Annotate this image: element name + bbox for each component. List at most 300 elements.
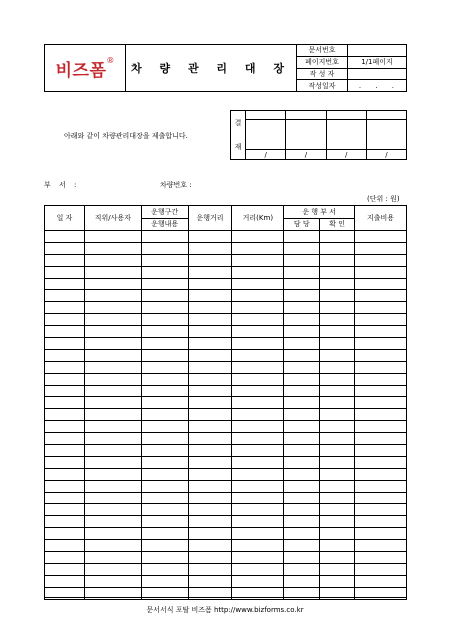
table-row	[45, 445, 407, 457]
table-cell[interactable]	[141, 575, 188, 587]
table-cell[interactable]	[232, 480, 284, 492]
table-cell[interactable]	[284, 326, 320, 338]
table-row	[45, 254, 407, 266]
table-cell[interactable]	[355, 540, 407, 552]
table-cell[interactable]	[284, 492, 320, 504]
table-cell[interactable]	[188, 516, 232, 528]
table-cell[interactable]	[45, 254, 85, 266]
table-cell[interactable]	[284, 361, 320, 373]
table-cell[interactable]	[320, 373, 355, 385]
approval-sign-cell[interactable]	[326, 119, 366, 150]
table-cell[interactable]	[45, 433, 85, 445]
table-cell[interactable]	[45, 302, 85, 314]
table-cell[interactable]	[320, 326, 355, 338]
table-cell[interactable]	[355, 563, 407, 575]
table-cell[interactable]	[355, 361, 407, 373]
table-cell[interactable]	[188, 385, 232, 397]
approval-date-cell[interactable]: /	[366, 150, 406, 160]
table-cell[interactable]	[45, 290, 85, 302]
table-cell[interactable]	[141, 528, 188, 540]
table-row	[45, 421, 407, 433]
table-body	[45, 231, 407, 600]
table-cell[interactable]	[84, 361, 141, 373]
table-cell[interactable]	[84, 290, 141, 302]
col-confirm-header: 확 인	[320, 218, 355, 231]
table-cell[interactable]	[84, 456, 141, 468]
approval-sign-cell[interactable]	[286, 119, 326, 150]
table-cell[interactable]	[45, 575, 85, 587]
table-cell[interactable]	[45, 349, 85, 361]
document-header	[44, 44, 407, 92]
table-cell[interactable]	[188, 445, 232, 457]
table-cell[interactable]	[84, 421, 141, 433]
table-cell[interactable]	[84, 302, 141, 314]
table-cell[interactable]	[355, 492, 407, 504]
table-cell[interactable]	[320, 540, 355, 552]
table-cell[interactable]	[320, 504, 355, 516]
table-cell[interactable]	[232, 254, 284, 266]
table-cell[interactable]	[188, 492, 232, 504]
table-cell[interactable]	[320, 231, 355, 243]
table-cell[interactable]	[141, 492, 188, 504]
table-cell[interactable]	[320, 528, 355, 540]
table-cell[interactable]	[141, 540, 188, 552]
table-cell[interactable]	[141, 349, 188, 361]
table-cell[interactable]	[141, 326, 188, 338]
table-cell[interactable]	[84, 563, 141, 575]
table-cell[interactable]	[284, 575, 320, 587]
table-cell[interactable]	[284, 456, 320, 468]
table-cell[interactable]	[141, 231, 188, 243]
table-row	[45, 433, 407, 445]
table-cell[interactable]	[284, 242, 320, 254]
table-cell[interactable]	[284, 254, 320, 266]
table-cell[interactable]	[45, 373, 85, 385]
table-cell[interactable]	[284, 552, 320, 564]
table-cell[interactable]	[141, 433, 188, 445]
table-cell[interactable]	[355, 326, 407, 338]
table-cell[interactable]	[188, 480, 232, 492]
table-cell[interactable]	[232, 575, 284, 587]
table-cell[interactable]	[45, 231, 85, 243]
table-cell[interactable]	[232, 242, 284, 254]
table-cell[interactable]	[141, 397, 188, 409]
table-cell[interactable]	[232, 445, 284, 457]
table-cell[interactable]	[320, 492, 355, 504]
table-cell[interactable]	[141, 254, 188, 266]
car-number-label: 차량번호 :	[160, 181, 192, 189]
table-cell[interactable]	[355, 338, 407, 350]
table-cell[interactable]	[355, 468, 407, 480]
table-cell[interactable]	[188, 456, 232, 468]
table-cell[interactable]	[284, 349, 320, 361]
table-cell[interactable]	[284, 563, 320, 575]
table-cell[interactable]	[45, 504, 85, 516]
table-cell[interactable]	[284, 480, 320, 492]
table-cell[interactable]	[232, 338, 284, 350]
table-cell[interactable]	[84, 492, 141, 504]
table-cell[interactable]	[141, 278, 188, 290]
table-cell[interactable]	[232, 409, 284, 421]
col-content-header: 운행내용	[141, 218, 188, 231]
table-cell[interactable]	[284, 278, 320, 290]
table-cell[interactable]	[320, 516, 355, 528]
table-row	[45, 492, 407, 504]
table-cell[interactable]	[84, 480, 141, 492]
table-cell[interactable]	[84, 338, 141, 350]
table-row	[45, 278, 407, 290]
table-cell[interactable]	[284, 231, 320, 243]
table-cell[interactable]	[232, 563, 284, 575]
table-cell[interactable]	[355, 433, 407, 445]
table-cell[interactable]	[232, 231, 284, 243]
table-cell[interactable]	[84, 349, 141, 361]
approval-date-cell[interactable]: /	[286, 150, 326, 160]
table-cell[interactable]	[45, 409, 85, 421]
table-cell[interactable]	[141, 385, 188, 397]
table-cell[interactable]	[84, 540, 141, 552]
table-cell[interactable]	[284, 468, 320, 480]
table-cell[interactable]	[141, 504, 188, 516]
table-cell[interactable]	[45, 338, 85, 350]
table-cell[interactable]	[284, 385, 320, 397]
table-cell[interactable]	[45, 540, 85, 552]
table-cell[interactable]	[232, 266, 284, 278]
table-cell[interactable]	[45, 421, 85, 433]
table-cell[interactable]	[355, 480, 407, 492]
col-charge-header: 담 당	[284, 218, 320, 231]
table-cell[interactable]	[355, 266, 407, 278]
table-cell[interactable]	[284, 338, 320, 350]
table-cell[interactable]	[320, 563, 355, 575]
table-cell[interactable]	[45, 456, 85, 468]
table-cell[interactable]	[84, 552, 141, 564]
table-cell[interactable]	[232, 528, 284, 540]
col-user-header: 직위/사용자	[84, 206, 141, 231]
logo-text: 비즈폼	[55, 60, 107, 81]
table-cell[interactable]	[188, 563, 232, 575]
table-cell[interactable]	[84, 231, 141, 243]
table-cell[interactable]	[284, 421, 320, 433]
table-cell[interactable]	[188, 540, 232, 552]
table-cell[interactable]	[355, 278, 407, 290]
table-cell[interactable]	[188, 397, 232, 409]
table-row	[45, 480, 407, 492]
table-cell[interactable]	[284, 266, 320, 278]
table-cell[interactable]	[141, 563, 188, 575]
table-cell[interactable]	[320, 242, 355, 254]
table-cell[interactable]	[355, 552, 407, 564]
table-cell[interactable]	[188, 504, 232, 516]
table-cell[interactable]	[232, 456, 284, 468]
table-cell[interactable]	[45, 492, 85, 504]
meta-value	[348, 68, 407, 80]
table-row	[45, 516, 407, 528]
table-cell[interactable]	[141, 421, 188, 433]
table-cell[interactable]	[188, 361, 232, 373]
table-cell[interactable]	[141, 516, 188, 528]
table-cell[interactable]	[45, 528, 85, 540]
table-cell[interactable]	[284, 433, 320, 445]
table-cell[interactable]	[232, 314, 284, 326]
table-cell[interactable]	[355, 314, 407, 326]
table-cell[interactable]	[320, 456, 355, 468]
table-cell[interactable]	[45, 445, 85, 457]
table-cell[interactable]	[84, 266, 141, 278]
table-row	[45, 242, 407, 254]
table-cell[interactable]	[320, 314, 355, 326]
meta-value: . . .	[348, 80, 407, 92]
approval-label	[231, 111, 246, 160]
table-cell[interactable]	[188, 349, 232, 361]
table-cell[interactable]	[320, 349, 355, 361]
table-cell[interactable]	[355, 421, 407, 433]
table-cell[interactable]	[320, 338, 355, 350]
approval-head-cell[interactable]	[326, 111, 366, 120]
table-cell[interactable]	[188, 266, 232, 278]
table-cell[interactable]	[141, 552, 188, 564]
meta-label: 작 성 자	[297, 68, 348, 80]
table-cell[interactable]	[45, 385, 85, 397]
table-row	[45, 302, 407, 314]
table-cell[interactable]	[188, 314, 232, 326]
table-cell[interactable]	[232, 361, 284, 373]
table-cell[interactable]	[320, 421, 355, 433]
table-cell[interactable]	[355, 575, 407, 587]
table-cell[interactable]	[188, 575, 232, 587]
table-cell[interactable]	[232, 516, 284, 528]
approval-label-top: 결	[234, 119, 242, 127]
table-cell[interactable]	[188, 302, 232, 314]
table-cell[interactable]	[355, 254, 407, 266]
table-cell[interactable]	[188, 528, 232, 540]
approval-sign-cell[interactable]	[366, 119, 406, 150]
table-cell[interactable]	[84, 409, 141, 421]
document-title	[126, 45, 297, 92]
col-km-header: 거리(Km)	[232, 206, 284, 231]
table-cell[interactable]	[188, 468, 232, 480]
table-cell[interactable]	[188, 290, 232, 302]
logo-registered-mark: ®	[106, 55, 115, 65]
table-cell[interactable]	[355, 445, 407, 457]
table-row	[45, 385, 407, 397]
table-row	[45, 349, 407, 361]
table-cell[interactable]	[45, 266, 85, 278]
table-cell[interactable]	[320, 385, 355, 397]
table-cell[interactable]	[141, 456, 188, 468]
table-cell[interactable]	[232, 552, 284, 564]
table-cell[interactable]	[141, 445, 188, 457]
table-cell[interactable]	[141, 302, 188, 314]
table-row	[45, 563, 407, 575]
table-cell[interactable]	[141, 468, 188, 480]
table-cell[interactable]	[284, 528, 320, 540]
table-cell[interactable]	[84, 433, 141, 445]
table-cell[interactable]	[355, 349, 407, 361]
table-cell[interactable]	[45, 468, 85, 480]
table-cell[interactable]	[320, 254, 355, 266]
table-cell[interactable]	[84, 326, 141, 338]
table-cell[interactable]	[84, 397, 141, 409]
table-cell[interactable]	[84, 242, 141, 254]
table-cell[interactable]	[284, 302, 320, 314]
table-cell[interactable]	[320, 468, 355, 480]
table-cell[interactable]	[320, 409, 355, 421]
table-cell[interactable]	[232, 373, 284, 385]
table-cell[interactable]	[188, 433, 232, 445]
table-cell[interactable]	[232, 326, 284, 338]
table-cell[interactable]	[232, 385, 284, 397]
table-cell[interactable]	[141, 242, 188, 254]
table-cell[interactable]	[320, 445, 355, 457]
table-cell[interactable]	[232, 349, 284, 361]
approval-head-cell[interactable]	[246, 111, 286, 120]
table-cell[interactable]	[284, 516, 320, 528]
table-cell[interactable]	[188, 409, 232, 421]
table-cell[interactable]	[188, 421, 232, 433]
table-cell[interactable]	[355, 516, 407, 528]
approval-head-cell[interactable]	[286, 111, 326, 120]
table-cell[interactable]	[320, 575, 355, 587]
table-cell[interactable]	[284, 314, 320, 326]
table-cell[interactable]	[45, 516, 85, 528]
table-cell[interactable]	[188, 326, 232, 338]
logo	[45, 45, 126, 92]
table-cell[interactable]	[84, 445, 141, 457]
table-cell[interactable]	[355, 385, 407, 397]
table-cell[interactable]	[320, 290, 355, 302]
table-cell[interactable]	[355, 528, 407, 540]
table-row	[45, 326, 407, 338]
intro-text: 아래와 같이 차량관리대장을 제출합니다.	[64, 132, 188, 140]
col-distance-header: 운행거리	[188, 206, 232, 231]
table-cell[interactable]	[84, 278, 141, 290]
table-cell[interactable]	[232, 278, 284, 290]
meta-label: 페이지번호	[297, 56, 348, 68]
table-cell[interactable]	[232, 302, 284, 314]
table-cell[interactable]	[284, 540, 320, 552]
approval-label-bottom: 재	[234, 143, 242, 151]
table-cell[interactable]	[284, 409, 320, 421]
table-cell[interactable]	[284, 397, 320, 409]
table-cell[interactable]	[320, 278, 355, 290]
table-cell[interactable]	[284, 504, 320, 516]
table-row	[45, 373, 407, 385]
table-cell[interactable]	[188, 552, 232, 564]
table-cell[interactable]	[232, 433, 284, 445]
table-cell[interactable]	[320, 480, 355, 492]
table-cell[interactable]	[141, 480, 188, 492]
table-cell[interactable]	[188, 231, 232, 243]
table-cell[interactable]	[84, 385, 141, 397]
table-cell[interactable]	[84, 528, 141, 540]
table-cell[interactable]	[355, 290, 407, 302]
table-row	[45, 409, 407, 421]
table-cell[interactable]	[45, 278, 85, 290]
table-cell[interactable]	[355, 302, 407, 314]
table-row	[45, 338, 407, 350]
table-cell[interactable]	[84, 373, 141, 385]
table-row	[45, 575, 407, 587]
approval-date-cell[interactable]: /	[246, 150, 286, 160]
table-cell[interactable]	[320, 397, 355, 409]
table-cell[interactable]	[232, 290, 284, 302]
table-cell[interactable]	[84, 504, 141, 516]
table-cell[interactable]	[284, 445, 320, 457]
table-cell[interactable]	[141, 266, 188, 278]
table-cell[interactable]	[45, 563, 85, 575]
table-cell[interactable]	[188, 278, 232, 290]
page-title: 차 량 관 리 대 장	[131, 62, 291, 75]
table-cell[interactable]	[232, 397, 284, 409]
table-cell[interactable]	[355, 456, 407, 468]
table-cell[interactable]	[141, 361, 188, 373]
table-cell[interactable]	[141, 314, 188, 326]
table-cell[interactable]	[232, 421, 284, 433]
table-cell[interactable]	[45, 397, 85, 409]
table-cell[interactable]	[45, 552, 85, 564]
table-cell[interactable]	[232, 492, 284, 504]
table-cell[interactable]	[232, 468, 284, 480]
table-cell[interactable]	[320, 433, 355, 445]
table-cell[interactable]	[320, 302, 355, 314]
table-cell[interactable]	[284, 290, 320, 302]
approval-head-cell[interactable]	[366, 111, 406, 120]
table-cell[interactable]	[188, 254, 232, 266]
table-cell[interactable]	[355, 373, 407, 385]
table-cell[interactable]	[141, 409, 188, 421]
table-cell[interactable]	[84, 516, 141, 528]
table-cell[interactable]	[45, 314, 85, 326]
meta-value	[348, 45, 407, 57]
table-cell[interactable]	[355, 409, 407, 421]
table-cell[interactable]	[45, 242, 85, 254]
table-cell[interactable]	[232, 504, 284, 516]
table-cell[interactable]	[355, 397, 407, 409]
table-cell[interactable]	[45, 361, 85, 373]
table-cell[interactable]	[141, 290, 188, 302]
table-cell[interactable]	[84, 254, 141, 266]
footer-text: 문서서식 포탈 비즈폼 http://www.bizforms.co.kr	[146, 606, 304, 614]
table-cell[interactable]	[188, 373, 232, 385]
table-cell[interactable]	[355, 231, 407, 243]
table-cell[interactable]	[320, 552, 355, 564]
table-cell[interactable]	[320, 266, 355, 278]
table-row	[45, 540, 407, 552]
table-cell[interactable]	[188, 242, 232, 254]
table-cell[interactable]	[84, 575, 141, 587]
table-cell[interactable]	[84, 314, 141, 326]
table-cell[interactable]	[355, 242, 407, 254]
footer-divider	[44, 597, 407, 598]
approval-date-cell[interactable]: /	[326, 150, 366, 160]
table-cell[interactable]	[232, 540, 284, 552]
table-cell[interactable]	[188, 338, 232, 350]
table-cell[interactable]	[84, 468, 141, 480]
approval-sign-cell[interactable]	[246, 119, 286, 150]
table-cell[interactable]	[45, 326, 85, 338]
meta-value: 1/1페이지	[348, 56, 407, 68]
table-row	[45, 468, 407, 480]
table-cell[interactable]	[284, 373, 320, 385]
table-cell[interactable]	[141, 373, 188, 385]
table-cell[interactable]	[45, 480, 85, 492]
table-cell[interactable]	[355, 504, 407, 516]
table-row	[45, 266, 407, 278]
table-cell[interactable]	[141, 338, 188, 350]
table-cell[interactable]	[320, 361, 355, 373]
meta-label: 문서번호	[297, 45, 348, 57]
